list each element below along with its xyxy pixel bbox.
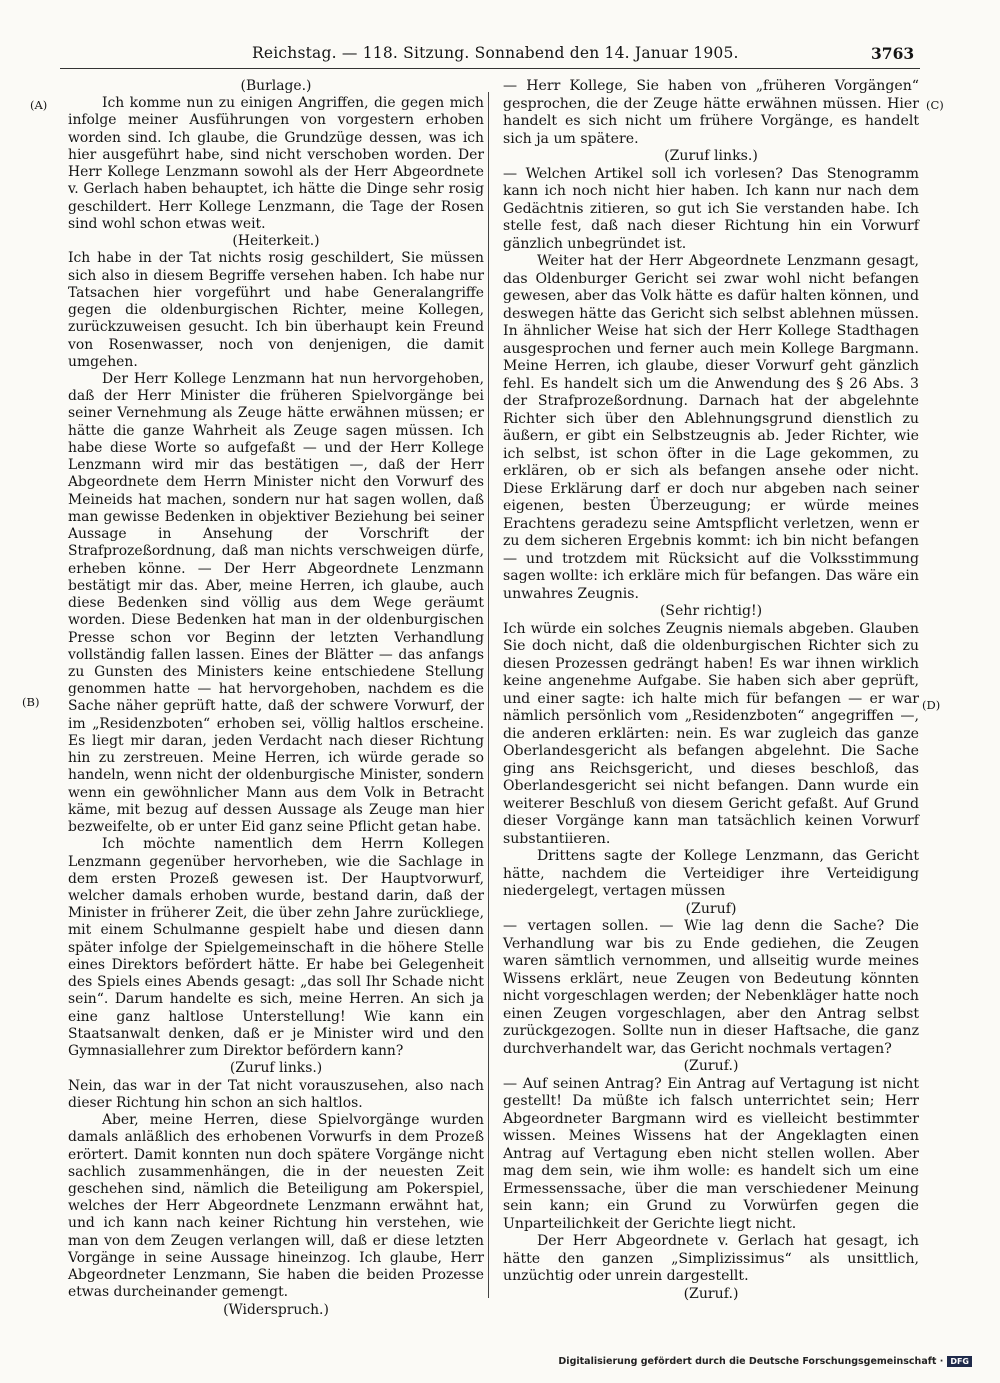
paragraph: Drittens sagte der Kollege Lenzmann, das Gericht hätte, nachdem die Verteidiger ihre Verteidigung niedergelegt, vertagen müssen bbox=[503, 848, 919, 899]
interjection: (Burlage.) bbox=[240, 78, 312, 94]
interjection: (Zuruf links.) bbox=[664, 148, 758, 164]
header-rule bbox=[60, 68, 920, 69]
margin-mark-b: (B) bbox=[22, 695, 40, 709]
paragraph: Der Herr Kollege Lenzmann hat nun hervorgehoben, daß der Herr Minister die früheren Spielvorgänge bei seiner Vernehmung als Zeuge hätte erwähnen müssen; er hätte die ganze Wahrheit als Zeuge sagen müssen. Ich habe diese Worte so aufgefaßt — und der Herr Kollege Lenzmann wird mir das bestätigen —, daß der Herr Abgeordnete dem Herrn Minister nicht den Vorwurf des Meineids hat machen, sondern nur hat sagen wollen, daß man gewisse Bedenken in objektiver Beziehung bei seiner Aussage in Ansehung der Vorschrift der Strafprozeßordnung, daß man nichts verschweigen dürfe, erheben könne. — Der Herr Abgeordnete Lenzmann bestätigt mir das. Aber, meine Herren, ich glaube, auch diese Bedenken sind völlig aus dem Wege geräumt worden. Diese Bedenken hat man in der oldenburgischen Presse schon vor Beginn der letzten Verhandlung vollständig fallen lassen. Eines der Blätter — das anfangs zu Gunsten des Ministers keine entschiedene Stellung genommen hatte — hat hervorgehoben, nachdem es die Sache näher geprüft hatte, daß der schwere Vorwurf, der im „Residenzboten“ erhoben sei, völlig haltlos erscheine. Es liegt mir daran, jeden Verdacht nach dieser Richtung hin zu zerstreuen. Meine Herren, ich würde gerade so handeln, wenn nicht der oldenburgische Minister, sondern wenn ein gewöhnlicher Mann aus dem Volk in Betracht käme, mit bezug auf dessen Aussage als Zeuge man hier bezweifelte, ob er unter Eid ganz seine Pflicht getan habe. bbox=[68, 370, 484, 836]
header-title: Reichstag. — 118. Sitzung. Sonnabend den 14. Januar 1905. bbox=[252, 44, 739, 62]
paragraph: — Auf seinen Antrag? Ein Antrag auf Vertagung ist nicht gestellt! Da müßte ich falsch unterrichtet sein; Herr Abgeordneter Bargmann wird es vielleicht bestimmter wissen. Meines Wissens hat der Angeklagten einen Antrag auf Vertagung eben nicht stellen wollen. Aber mag dem sein, wie ihm wolle: es handelt sich um eine Ermessenssache, über die man verschiedener Meinung sein kann; ein Grund zu Vorwürfen gegen die Unparteilichkeit der Gerichte liegt nicht. bbox=[503, 1075, 919, 1232]
left-column bbox=[68, 78, 484, 1319]
paragraph: Ich komme nun zu einigen Angriffen, die gegen mich infolge meiner Ausführungen von vorgestern erhoben worden sind. Ich glaube, die Grundzüge dessen, was ich hier ausgeführt habe, sind nicht verschoben worden. Der Herr Kollege Lenzmann sowohl als der Herr Abgeordnete v. Gerlach haben behauptet, ich hätte die Dinge sehr rosig geschildert. Herr Kollege Lenzmann, die Tage der Rosen sind wohl schon etwas weit. bbox=[68, 95, 484, 232]
footer-text: Digitalisierung gefördert durch die Deutsche Forschungsgemeinschaft · bbox=[558, 1356, 944, 1367]
page-header bbox=[0, 44, 1000, 74]
interjection: (Sehr richtig!) bbox=[659, 603, 763, 619]
paragraph: Nein, das war in der Tat nicht vorauszusehen, also nach dieser Richtung hin schon an sich haltlos. bbox=[68, 1077, 484, 1111]
right-column bbox=[503, 78, 919, 1303]
interjection: (Zuruf.) bbox=[683, 1058, 739, 1074]
paragraph: — Herr Kollege, Sie haben von „früheren Vorgängen“ gesprochen, die der Zeuge hätte erwähnen müssen. Hier handelt es sich nicht um frühere Vorgänge, es handelt sich ja um spätere. bbox=[503, 78, 919, 147]
margin-mark-d: (D) bbox=[922, 698, 941, 712]
paragraph: Ich habe in der Tat nichts rosig geschildert, Sie müssen sich also in diesem Begriffe versehen haben. Ich habe nur Tatsachen hier vorgeführt und habe Generalangriffe gegen die oldenburgischen Richter, meine Kollegen, zurückzuweisen gesucht. Ich bin überhaupt kein Freund von Rosenwasser, noch von denjenigen, die damit umgehen. bbox=[68, 250, 484, 370]
interjection: (Widerspruch.) bbox=[223, 1301, 329, 1318]
column-divider bbox=[488, 92, 489, 1298]
paragraph: Der Herr Abgeordnete v. Gerlach hat gesagt, ich hätte den ganzen „Simplizissimus“ als unsittlich, unzüchtig oder unrein dargestellt. bbox=[503, 1233, 919, 1284]
page-number: 3763 bbox=[871, 44, 915, 63]
paragraph: Ich würde ein solches Zeugnis niemals abgeben. Glauben Sie doch nicht, daß die oldenburgischen Richter sich zu diesen Prozessen gedrängt haben! Es war ihnen wirklich keine angenehme Aufgabe. Sie haben sich aber geprüft, und einer sagte: ich halte mich für befangen — er war nämlich persönlich vom „Residenzboten“ angegriffen —, die anderen erklärten: nein. Es war zugleich das ganze Oberlandesgericht als befangen abgelehnt. Die Sache ging ans Reichsgericht, und dieses beschloß, das Oberlandesgericht sei nicht befangen. Dann wurde ein weiterer Beschluß von diesem Gericht gefaßt. Auf Grund dieser Vorgänge kann man tatsächlich keinen Vorwurf substantiieren. bbox=[503, 620, 919, 847]
dfg-logo: DFG bbox=[947, 1356, 972, 1367]
paragraph: — vertagen sollen. — Wie lag denn die Sache? Die Verhandlung war bis zu Ende gediehen, die Zeugen waren sämtlich vernommen, und allseitig wurde meines Wissens erklärt, neue Zeugen von Bedeutung könnten nicht vorgeschlagen werden; der Nebenkläger hatte noch einen Zeugen vorgeschlagen, aber den Antrag selbst zurückgezogen. Sollte nun in dieser Haftsache, die ganz durchverhandelt war, das Gericht nochmals vertagen? bbox=[503, 918, 919, 1057]
paragraph: Weiter hat der Herr Abgeordnete Lenzmann gesagt, das Oldenburger Gericht sei zwar wohl nicht befangen gewesen, aber das Volk hätte es dafür halten können, und deswegen hätte das Gericht sich selbst ablehnen müssen. In ähnlicher Weise hat sich der Herr Kollege Stadthagen ausgesprochen und ferner auch mein Kollege Bargmann. Meine Herren, ich glaube, dieser Vorwurf geht gänzlich fehl. Es handelt sich um die Anwendung des § 26 Abs. 3 der Strafprozeßordnung. Darnach hat der abgelehnte Richter sich über den Ablehnungsgrund dienstlich zu äußern, er gibt ein Selbstzeugnis ab. Jeder Richter, wie ich selbst, ist schon öfter in die Lage gekommen, zu erklären, ob er sich als befangen ansehe oder nicht. Diese Erklärung darf er doch nur abgeben nach seiner eigenen, besten Überzeugung; er würde meines Erachtens geradezu seine Amtspflicht verletzen, wenn er zu dem sicheren Ergebnis kommt: ich bin nicht befangen — und trotzdem mit Rücksicht auf die Volksstimmung sagen wollte: ich erkläre mich für befangen. Das wäre ein unwahres Zeugnis. bbox=[503, 253, 919, 602]
paragraph: Aber, meine Herren, diese Spielvorgänge wurden damals anläßlich des erhobenen Vorwurfs in dem Prozeß erörtert. Damit konnten nun doch spätere Vorgänge nicht sachlich zusammenhängen, die in der neuesten Zeit geschehen sind, nämlich die Beteiligung am Pokerspiel, welches der Herr Abgeordnete Lenzmann erwähnt hat, und ich kann nach keiner Richtung hin verstehen, wie man von dem Zeugen verlangen will, daß er diese letzten Vorgänge in seine Aussage hineinzog. Ich glaube, Herr Abgeordneter Lenzmann, Sie haben die beiden Prozesse etwas durcheinander gemengt. bbox=[68, 1112, 484, 1301]
interjection: (Zuruf links.) bbox=[229, 1060, 323, 1077]
paragraph: — Welchen Artikel soll ich vorlesen? Das Stenogramm kann ich noch nicht hier haben. Ich kann nur nach dem Gedächtnis zitieren, so gut ich Sie verstanden habe. Ich stelle fest, daß nach dieser Richtung hin ein Vorwurf gänzlich unbegründet ist. bbox=[503, 165, 919, 252]
interjection: (Heiterkeit.) bbox=[232, 233, 320, 250]
paragraph: Ich möchte namentlich dem Herrn Kollegen Lenzmann gegenüber hervorheben, wie die Sachlage in dem ersten Prozeß gewesen ist. Der Hauptvorwurf, welcher damals erhoben wurde, bestand darin, daß der Minister in früherer Zeit, die über zehn Jahre zurückliege, mit einem Schulmanne gespielt habe und diesen dann später infolge der Spielgemeinschaft in die höhere Stelle eines Direktors befördert hätte. Er habe bei Gelegenheit des Spiels eines Abends gesagt: „das soll Ihr Schade nicht sein“. Darum handelte es sich, meine Herren. An sich ja eine ganz haltlose Unterstellung! Wie kann ein Staatsanwalt denken, daß er je Minister wird und den Gymnasiallehrer zum Direktor befördern kann? bbox=[68, 836, 484, 1060]
interjection: (Zuruf.) bbox=[683, 1285, 739, 1302]
margin-mark-c: (C) bbox=[926, 98, 944, 112]
footer-credit bbox=[558, 1356, 972, 1367]
margin-mark-a: (A) bbox=[30, 98, 48, 112]
interjection: (Zuruf) bbox=[685, 900, 737, 917]
